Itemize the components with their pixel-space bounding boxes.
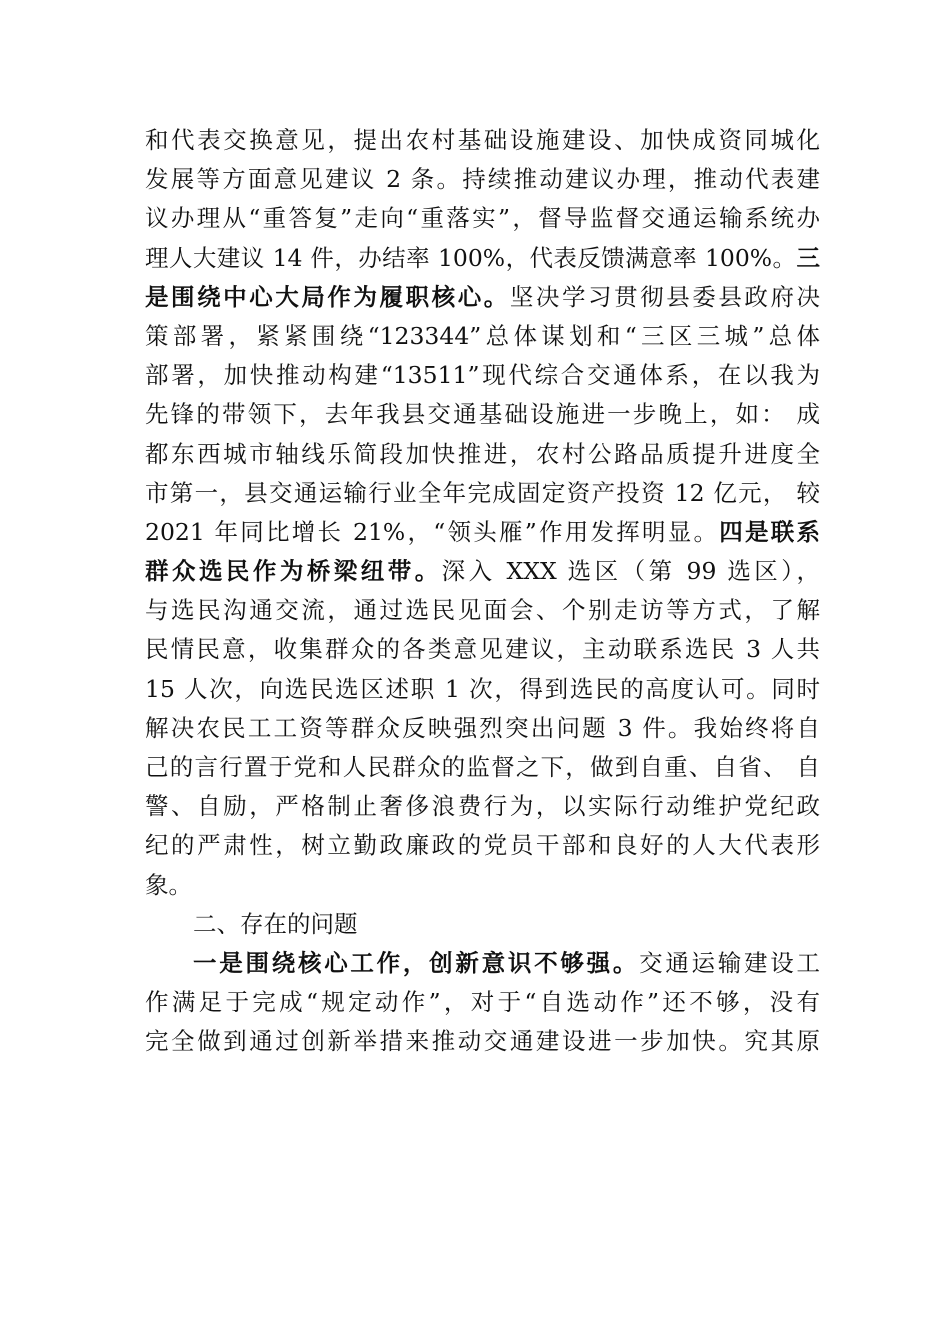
text-line: 纪的严肃性，树立勤政廉政的党员干部和良好的人大代表形	[145, 831, 820, 860]
text-run: 坚决学习贯彻县委县政府决	[509, 282, 821, 311]
bold-heading-run: 是围绕中心大局作为履职核心。	[145, 282, 510, 311]
text-line	[145, 278, 820, 317]
text-run: 深入 XXX 选区（第 99 选区），	[441, 557, 820, 586]
text-line: 象。	[145, 870, 192, 899]
text-line: 15 人次，向选民选区述职 1 次，得到选民的高度认可。同时	[145, 674, 820, 703]
bold-heading-run: 一是围绕核心工作，创新意识不够强。	[193, 948, 640, 977]
text-line: 策部署，紧紧围绕“123344”总体谋划和“三区三城”总体	[145, 321, 820, 350]
text-line: 警、自励，严格制止奢侈浪费行为，以实际行动维护党纪政	[145, 792, 820, 821]
text-line	[145, 513, 820, 552]
section-heading: 二、存在的问题	[193, 909, 358, 938]
bold-heading-run: 三	[796, 243, 820, 272]
text-line: 都东西城市轴线乐简段加快推进，农村公路品质提升进度全	[145, 439, 820, 468]
text-run: 交通运输建设工	[639, 948, 821, 977]
text-line: 民情民意，收集群众的各类意见建议，主动联系选民 3 人共	[145, 635, 820, 664]
text-run: 2021 年同比增长 21%，“领头雁”作用发挥明显。	[145, 517, 720, 546]
text-line: 发展等方面意见建议 2 条。持续推动建议办理，推动代表建	[145, 165, 820, 194]
text-line: 部署，加快推动构建“13511”现代综合交通体系，在以我为	[145, 361, 820, 390]
text-line: 作满足于完成“规定动作”，对于“自选动作”还不够，没有	[145, 988, 820, 1017]
text-line	[145, 239, 820, 278]
text-line: 先锋的带领下，去年我县交通基础设施进一步晚上，如： 成	[145, 400, 820, 429]
document-body	[145, 121, 820, 1062]
text-line: 完全做到通过创新举措来推动交通建设进一步加快。究其原	[145, 1027, 820, 1056]
text-line: 议办理从“重答复”走向“重落实”，督导监督交通运输系统办	[145, 204, 820, 233]
text-line: 己的言行置于党和人民群众的监督之下，做到自重、自省、 自	[145, 753, 820, 781]
bold-heading-run: 群众选民作为桥梁纽带。	[145, 557, 442, 586]
text-line: 和代表交换意见，提出农村基础设施建设、加快成资同城化	[145, 126, 820, 154]
text-line	[145, 552, 820, 591]
text-line	[145, 944, 820, 983]
text-line: 市第一，县交通运输行业全年完成固定资产投资 12 亿元， 较	[145, 478, 820, 507]
text-run: 理人大建议 14 件，办结率 100%，代表反馈满意率 100%。	[145, 243, 797, 272]
bold-heading-run: 四是联系	[719, 517, 820, 546]
text-line: 与选民沟通交流，通过选民见面会、个别走访等方式，了解	[145, 596, 820, 625]
text-line: 解决农民工工资等群众反映强烈突出问题 3 件。我始终将自	[145, 713, 820, 742]
